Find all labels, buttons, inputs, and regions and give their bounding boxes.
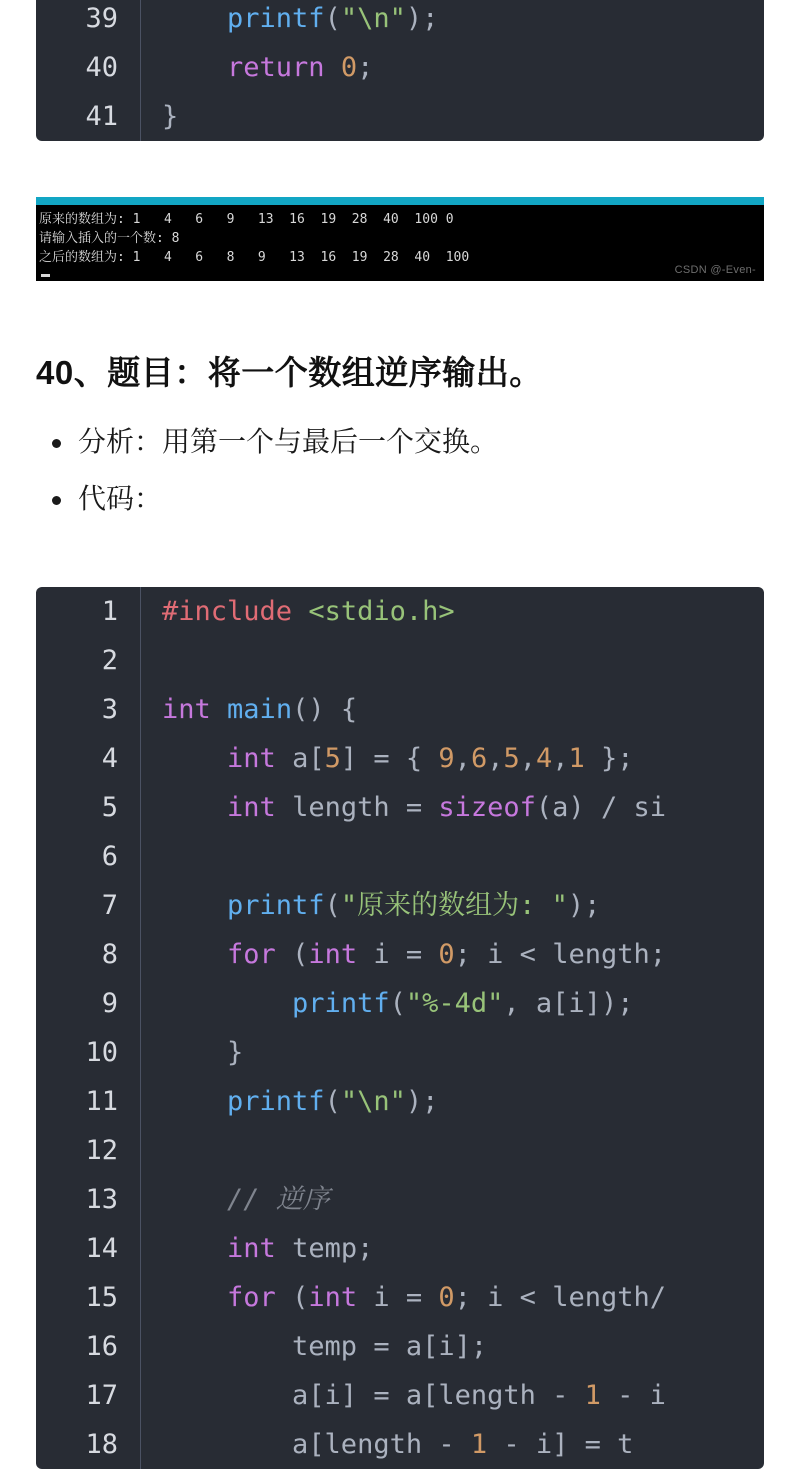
code-text: } <box>162 101 179 132</box>
terminal-line: 请输入插入的一个数: 8 <box>39 231 180 246</box>
line-number: 8 <box>101 939 118 971</box>
gutter-divider <box>140 43 141 92</box>
gutter-divider <box>140 881 141 930</box>
terminal-output <box>36 197 764 281</box>
line-number: 15 <box>85 1282 118 1314</box>
code-text: for (int i = 0; i < length; <box>227 939 666 971</box>
code-line <box>36 0 764 43</box>
gutter-divider <box>140 1322 141 1371</box>
code-lines-previous <box>36 0 764 141</box>
code-line <box>36 1420 764 1469</box>
code-text: for (int i = 0; i < length/ <box>227 1282 666 1314</box>
code-line <box>36 783 764 832</box>
section-title: 40、题目：将一个数组逆序输出。 <box>36 354 543 391</box>
code-line <box>36 1371 764 1420</box>
gutter-divider <box>140 1126 141 1175</box>
code-line <box>36 1126 764 1175</box>
spacer <box>0 535 800 587</box>
gutter-divider <box>140 979 141 1028</box>
line-number: 18 <box>85 1429 118 1461</box>
code-line <box>36 832 764 881</box>
gutter-divider <box>140 930 141 979</box>
line-number: 10 <box>85 1037 118 1069</box>
code-line <box>36 1322 764 1371</box>
gutter-divider <box>140 832 141 881</box>
gutter-divider <box>140 783 141 832</box>
code-text: temp = a[i]; <box>162 1331 488 1363</box>
code-line <box>36 881 764 930</box>
gutter-divider <box>140 1077 141 1126</box>
line-number: 40 <box>85 52 118 83</box>
code-line <box>36 587 764 636</box>
line-number: 2 <box>101 645 118 677</box>
section-bullet-list <box>36 422 764 519</box>
code-line <box>36 1224 764 1273</box>
code-text: a[length - 1 - i] = t <box>162 1429 634 1461</box>
gutter-divider <box>140 1175 141 1224</box>
code-text: int length = sizeof(a) / si <box>227 792 666 824</box>
line-number: 39 <box>85 3 118 34</box>
code-text: printf("\n"); <box>227 3 439 34</box>
line-number: 6 <box>101 841 118 873</box>
gutter-divider <box>140 1420 141 1469</box>
code-text: #include <stdio.h> <box>162 596 455 628</box>
code-text: a[i] = a[length - 1 - i <box>162 1380 666 1412</box>
gutter-divider <box>140 636 141 685</box>
code-line <box>36 930 764 979</box>
code-text: printf("原来的数组为: "); <box>227 890 601 922</box>
code-line <box>36 1273 764 1322</box>
code-text: } <box>162 1037 244 1069</box>
line-number: 17 <box>85 1380 118 1412</box>
list-item: 分析：用第一个与最后一个交换。 <box>78 422 764 463</box>
watermark-label: CSDN @-Even- <box>674 264 756 276</box>
gutter-divider <box>140 1028 141 1077</box>
code-line <box>36 734 764 783</box>
code-line <box>36 43 764 92</box>
line-number: 7 <box>101 890 118 922</box>
line-number: 11 <box>85 1086 118 1118</box>
terminal-line: 之后的数组为: 1 4 6 8 9 13 16 19 28 40 100 <box>39 250 470 265</box>
gutter-divider <box>140 1224 141 1273</box>
code-text: int temp; <box>227 1233 374 1265</box>
terminal-cursor <box>41 274 50 277</box>
terminal-line: 原来的数组为: 1 4 6 9 13 16 19 28 40 100 0 <box>39 212 454 227</box>
code-text: int a[5] = { 9,6,5,4,1 }; <box>227 743 634 775</box>
line-number: 5 <box>101 792 118 824</box>
code-line <box>36 685 764 734</box>
terminal-text <box>36 205 764 267</box>
terminal-title-bar <box>36 197 764 205</box>
code-lines-main <box>36 587 764 1469</box>
gutter-divider <box>140 587 141 636</box>
code-line <box>36 979 764 1028</box>
line-number: 12 <box>85 1135 118 1167</box>
line-number: 16 <box>85 1331 118 1363</box>
gutter-divider <box>140 0 141 43</box>
code-text: int main() { <box>162 694 358 726</box>
code-line <box>36 1028 764 1077</box>
line-number: 9 <box>101 988 118 1020</box>
code-text: return 0; <box>227 52 374 83</box>
gutter-divider <box>140 92 141 141</box>
code-block-previous <box>36 0 764 141</box>
code-text: // 逆序 <box>227 1184 330 1216</box>
code-line <box>36 636 764 685</box>
list-item: 代码： <box>78 479 764 520</box>
gutter-divider <box>140 1273 141 1322</box>
gutter-divider <box>140 1371 141 1420</box>
line-number: 13 <box>85 1184 118 1216</box>
code-line <box>36 92 764 141</box>
code-text: printf("\n"); <box>227 1086 439 1118</box>
code-block-main <box>36 587 764 1469</box>
code-text: printf("%-4d", a[i]); <box>292 988 634 1020</box>
gutter-divider <box>140 685 141 734</box>
line-number: 3 <box>101 694 118 726</box>
code-line <box>36 1077 764 1126</box>
gutter-divider <box>140 734 141 783</box>
line-number: 41 <box>85 101 118 132</box>
line-number: 14 <box>85 1233 118 1265</box>
code-line <box>36 1175 764 1224</box>
line-number: 4 <box>101 743 118 775</box>
line-number: 1 <box>101 596 118 628</box>
